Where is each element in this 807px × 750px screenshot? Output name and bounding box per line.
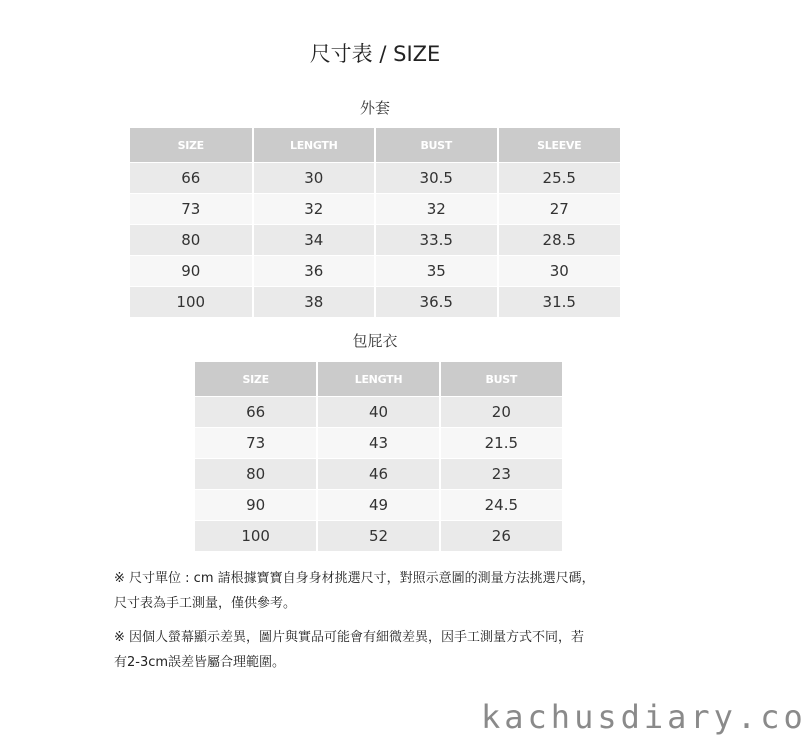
table-row xyxy=(195,428,562,459)
cell-sleeve: 30 xyxy=(498,256,621,287)
note-line: ※ 因個人螢幕顯示差異，圖片與實品可能會有細微差異，因手工測量方式不同，若 xyxy=(114,630,585,645)
cell-size: 100 xyxy=(130,287,253,318)
cell-size: 80 xyxy=(195,459,317,490)
section-title-bodysuit: 包屁衣 xyxy=(352,332,398,350)
cell-sleeve: 28.5 xyxy=(498,225,621,256)
note-size-unit xyxy=(114,566,654,616)
cell-sleeve: 27 xyxy=(498,194,621,225)
table-row xyxy=(130,287,620,318)
cell-length: 36 xyxy=(253,256,376,287)
cell-bust: 36.5 xyxy=(375,287,498,318)
table-row xyxy=(130,194,620,225)
table-row xyxy=(195,490,562,521)
cell-length: 34 xyxy=(253,225,376,256)
cell-bust: 30.5 xyxy=(375,163,498,194)
header-length: LENGTH xyxy=(253,128,376,163)
table-row xyxy=(195,397,562,428)
cell-length: 30 xyxy=(253,163,376,194)
cell-size: 66 xyxy=(195,397,317,428)
table-row xyxy=(195,521,562,552)
header-size: SIZE xyxy=(195,362,317,397)
cell-size: 90 xyxy=(130,256,253,287)
header-length: LENGTH xyxy=(317,362,439,397)
cell-length: 43 xyxy=(317,428,439,459)
table-row xyxy=(130,163,620,194)
note-screen-difference xyxy=(114,625,654,675)
cell-bust: 26 xyxy=(440,521,562,552)
table-row xyxy=(195,459,562,490)
cell-length: 52 xyxy=(317,521,439,552)
cell-length: 38 xyxy=(253,287,376,318)
note-line: 有2-3cm誤差皆屬合理範圍。 xyxy=(114,655,286,670)
cell-length: 40 xyxy=(317,397,439,428)
note-line: 尺寸表為手工測量，僅供參考。 xyxy=(114,596,297,611)
cell-length: 49 xyxy=(317,490,439,521)
note-line: ※ 尺寸單位 : cm 請根據寶寶自身身材挑選尺寸，對照示意圖的測量方法挑選尺碼， xyxy=(114,571,595,586)
cell-bust: 24.5 xyxy=(440,490,562,521)
header-bust: BUST xyxy=(440,362,562,397)
table-row xyxy=(130,225,620,256)
table-header-row xyxy=(195,362,562,397)
cell-size: 73 xyxy=(130,194,253,225)
cell-length: 32 xyxy=(253,194,376,225)
cell-bust: 23 xyxy=(440,459,562,490)
cell-bust: 33.5 xyxy=(375,225,498,256)
cell-length: 46 xyxy=(317,459,439,490)
header-bust: BUST xyxy=(375,128,498,163)
cell-bust: 21.5 xyxy=(440,428,562,459)
size-table-bodysuit xyxy=(195,362,562,551)
header-sleeve: SLEEVE xyxy=(498,128,621,163)
cell-size: 100 xyxy=(195,521,317,552)
section-title-jacket: 外套 xyxy=(359,99,390,117)
table-row xyxy=(130,256,620,287)
cell-size: 80 xyxy=(130,225,253,256)
cell-size: 73 xyxy=(195,428,317,459)
table-header-row xyxy=(130,128,620,163)
header-size: SIZE xyxy=(130,128,253,163)
cell-size: 66 xyxy=(130,163,253,194)
page-title: 尺寸表 / SIZE xyxy=(309,42,441,66)
cell-sleeve: 25.5 xyxy=(498,163,621,194)
size-table-jacket xyxy=(130,128,620,317)
cell-size: 90 xyxy=(195,490,317,521)
watermark: kachusdiary.co xyxy=(481,698,807,736)
cell-bust: 20 xyxy=(440,397,562,428)
cell-bust: 35 xyxy=(375,256,498,287)
cell-bust: 32 xyxy=(375,194,498,225)
cell-sleeve: 31.5 xyxy=(498,287,621,318)
